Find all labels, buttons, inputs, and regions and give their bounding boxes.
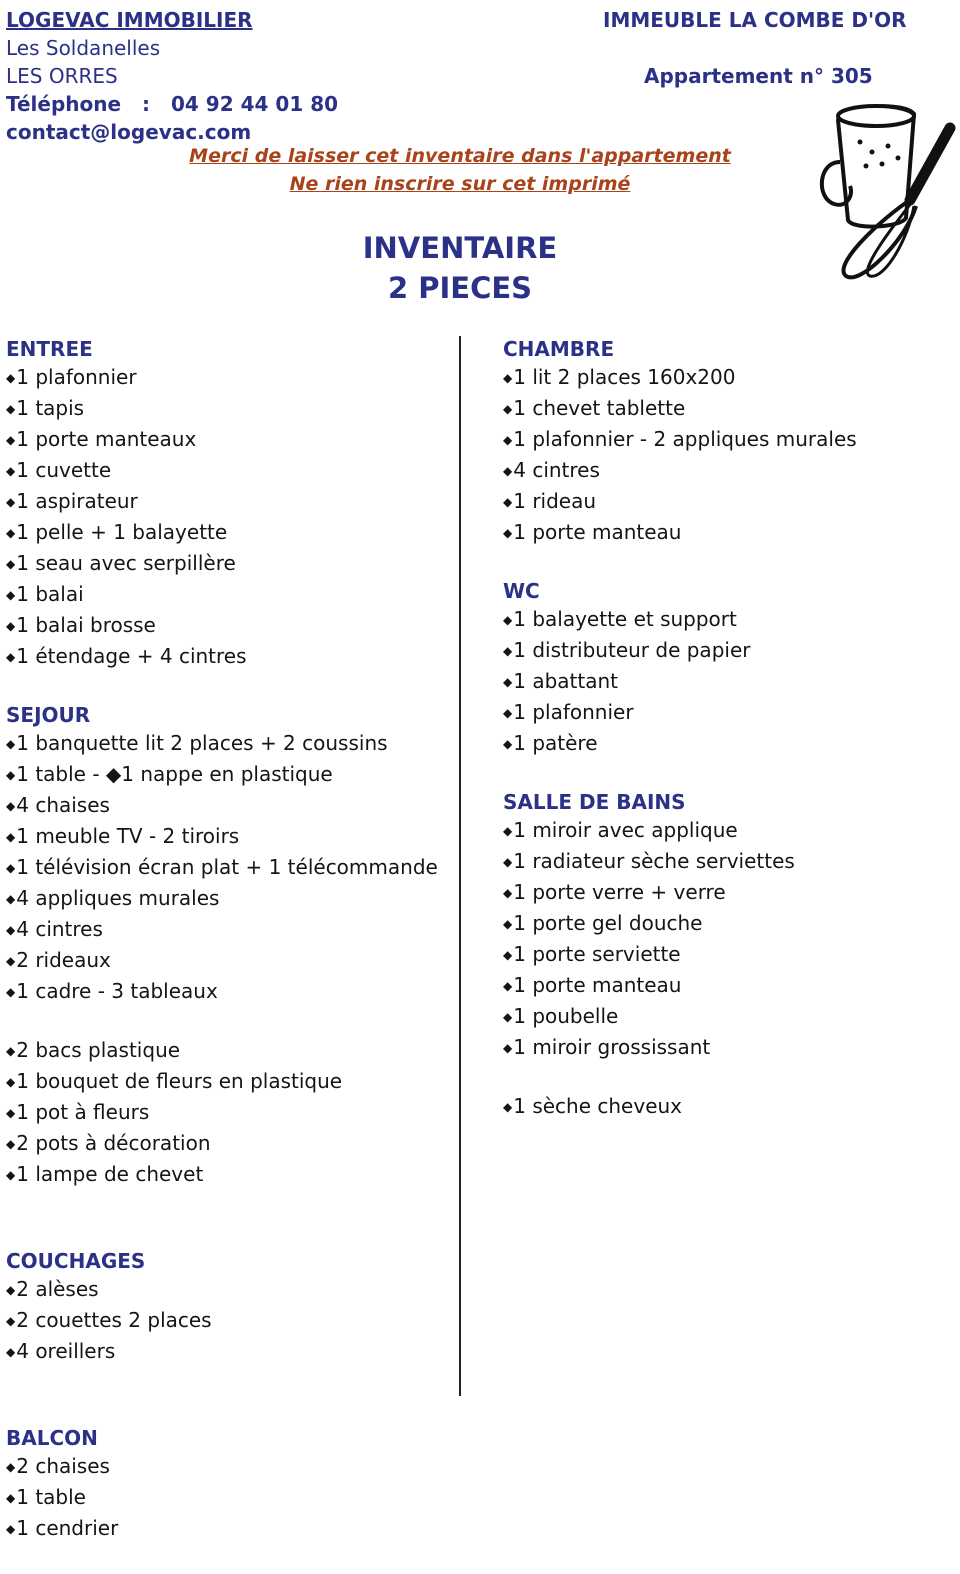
inventory-item-label: 1 abattant xyxy=(513,669,618,693)
inventory-item-label: 1 meuble TV - 2 tiroirs xyxy=(16,824,240,848)
bullet-icon: ◆ xyxy=(6,619,16,633)
list-entree xyxy=(6,363,456,673)
inventory-item-label: 1 lampe de chevet xyxy=(16,1162,204,1186)
list-salle-de-bains xyxy=(503,816,953,1064)
bullet-icon: ◆ xyxy=(6,526,16,540)
inventory-item xyxy=(6,1098,456,1129)
inventory-item xyxy=(6,487,456,518)
inventory-item xyxy=(6,549,456,580)
bullet-icon: ◆ xyxy=(6,799,16,813)
list-sejour-extra xyxy=(6,1036,456,1191)
inventory-item xyxy=(503,487,953,518)
inventory-item xyxy=(6,1036,456,1067)
inventory-item xyxy=(6,884,456,915)
inventory-item xyxy=(503,394,953,425)
bullet-icon: ◆ xyxy=(6,650,16,664)
inventory-item-label: 1 porte gel douche xyxy=(513,911,703,935)
inventory-item xyxy=(6,853,456,884)
list-sejour xyxy=(6,729,456,1008)
inventory-item-label: 1 rideau xyxy=(513,489,597,513)
inventory-item xyxy=(503,1092,953,1123)
bullet-icon: ◆ xyxy=(6,1137,16,1151)
inventory-item-label: 1 porte verre + verre xyxy=(513,880,726,904)
bullet-icon: ◆ xyxy=(6,737,16,751)
bullet-icon: ◆ xyxy=(503,855,513,869)
title-pieces: 2 PIECES xyxy=(387,271,533,305)
inventory-item xyxy=(503,667,953,698)
inventory-item xyxy=(503,847,953,878)
inventory-item xyxy=(6,791,456,822)
inventory-item xyxy=(6,1483,456,1514)
section-title-salle-de-bains: SALLE DE BAINS xyxy=(503,790,686,814)
inventory-item xyxy=(6,394,456,425)
inventory-item xyxy=(503,971,953,1002)
inventory-item xyxy=(6,425,456,456)
inventory-item xyxy=(6,729,456,760)
inventory-item xyxy=(503,729,953,760)
bullet-icon: ◆ xyxy=(503,433,513,447)
inventory-item xyxy=(6,1160,456,1191)
apartment-number: Appartement n° 305 xyxy=(644,64,873,88)
section-wc xyxy=(503,577,953,760)
inventory-item-label: 1 aspirateur xyxy=(16,489,138,513)
bullet-icon: ◆ xyxy=(6,557,16,571)
inventory-item-label: 2 pots à décoration xyxy=(16,1131,211,1155)
inventory-item-label: 1 distributeur de papier xyxy=(513,638,751,662)
inventory-item-label: 1 bouquet de fleurs en plastique xyxy=(16,1069,343,1093)
bullet-icon: ◆ xyxy=(6,1345,16,1359)
inventory-item-label: 1 miroir avec applique xyxy=(513,818,738,842)
bullet-icon: ◆ xyxy=(6,923,16,937)
building-name: IMMEUBLE LA COMBE D'OR xyxy=(603,8,907,32)
inventory-item-label: 1 porte manteaux xyxy=(16,427,197,451)
list-salle-de-bains-extra xyxy=(503,1092,953,1123)
phone-line xyxy=(6,90,338,118)
phone-number: 04 92 44 01 80 xyxy=(171,92,339,116)
inventory-item xyxy=(6,760,456,791)
inventory-item xyxy=(6,456,456,487)
bullet-icon: ◆ xyxy=(503,737,513,751)
inventory-item xyxy=(6,518,456,549)
inventory-item-label: 1 poubelle xyxy=(513,1004,619,1028)
bullet-icon: ◆ xyxy=(6,1044,16,1058)
inventory-item-label: 1 pelle + 1 balayette xyxy=(16,520,228,544)
bullet-icon: ◆ xyxy=(503,644,513,658)
section-salle-de-bains xyxy=(503,788,953,1123)
bullet-icon: ◆ xyxy=(503,371,513,385)
inventory-item xyxy=(503,605,953,636)
bullet-icon: ◆ xyxy=(6,433,16,447)
list-balcon xyxy=(6,1452,456,1545)
inventory-item-label: 4 cintres xyxy=(16,917,103,941)
company-name: LOGEVAC IMMOBILIER xyxy=(6,8,253,32)
inventory-item-label: 1 banquette lit 2 places + 2 coussins xyxy=(16,731,388,755)
bullet-icon: ◆ xyxy=(503,824,513,838)
bullet-icon: ◆ xyxy=(6,1106,16,1120)
bullet-icon: ◆ xyxy=(6,1491,16,1505)
address-line-2: LES ORRES xyxy=(6,64,118,88)
inventory-item-label: 2 bacs plastique xyxy=(16,1038,181,1062)
inventory-item xyxy=(503,909,953,940)
inventory-item xyxy=(503,816,953,847)
section-couchages xyxy=(6,1247,456,1368)
bullet-icon: ◆ xyxy=(503,613,513,627)
section-balcon xyxy=(6,1424,456,1545)
phone-label: Téléphone xyxy=(6,92,122,116)
bullet-icon: ◆ xyxy=(6,985,16,999)
inventory-item-label: 1 sèche cheveux xyxy=(513,1094,683,1118)
bullet-icon: ◆ xyxy=(503,675,513,689)
section-title-couchages: COUCHAGES xyxy=(6,1249,146,1273)
inventory-item xyxy=(6,363,456,394)
inventory-item xyxy=(503,363,953,394)
inventory-item xyxy=(6,611,456,642)
inventory-item xyxy=(6,1129,456,1160)
inventory-item xyxy=(6,1514,456,1545)
inventory-item-label: 1 lit 2 places 160x200 xyxy=(513,365,736,389)
inventory-item-label: 1 seau avec serpillère xyxy=(16,551,236,575)
inventory-item-label: 1 table - ◆1 nappe en plastique xyxy=(16,762,333,786)
inventory-item-label: 1 pot à fleurs xyxy=(16,1100,150,1124)
inventory-item-label: 1 table xyxy=(16,1485,86,1509)
inventory-item-label: 4 appliques murales xyxy=(16,886,220,910)
inventory-item-label: 1 porte manteau xyxy=(513,973,682,997)
inventory-item xyxy=(6,1306,456,1337)
bullet-icon: ◆ xyxy=(503,464,513,478)
inventory-item-label: 1 étendage + 4 cintres xyxy=(16,644,247,668)
inventory-item xyxy=(6,580,456,611)
bullet-icon: ◆ xyxy=(6,1283,16,1297)
inventory-item-label: 1 miroir grossissant xyxy=(513,1035,711,1059)
inventory-item xyxy=(6,642,456,673)
bullet-icon: ◆ xyxy=(6,830,16,844)
inventory-item xyxy=(6,1275,456,1306)
section-title-wc: WC xyxy=(503,579,540,603)
bullet-icon: ◆ xyxy=(6,1460,16,1474)
bullet-icon: ◆ xyxy=(503,526,513,540)
bullet-icon: ◆ xyxy=(6,768,16,782)
inventory-item-label: 1 porte manteau xyxy=(513,520,682,544)
bullet-icon: ◆ xyxy=(503,979,513,993)
inventory-item xyxy=(6,977,456,1008)
inventory-item-label: 1 plafonnier xyxy=(513,700,634,724)
inventory-item-label: 1 plafonnier xyxy=(16,365,137,389)
email: contact@logevac.com xyxy=(6,120,252,144)
section-chambre xyxy=(503,335,953,549)
inventory-item xyxy=(503,636,953,667)
inventory-item-label: 2 couettes 2 places xyxy=(16,1308,212,1332)
bullet-icon: ◆ xyxy=(503,1100,513,1114)
inventory-item-label: 1 chevet tablette xyxy=(513,396,686,420)
bullet-icon: ◆ xyxy=(6,954,16,968)
bullet-icon: ◆ xyxy=(6,1168,16,1182)
inventory-item-label: 4 cintres xyxy=(513,458,600,482)
section-sejour xyxy=(6,701,456,1191)
bullet-icon: ◆ xyxy=(503,1041,513,1055)
left-column xyxy=(6,335,456,1573)
inventory-item xyxy=(503,425,953,456)
inventory-item xyxy=(6,1337,456,1368)
inventory-item xyxy=(503,1002,953,1033)
inventory-item-label: 1 cuvette xyxy=(16,458,112,482)
inventory-item xyxy=(503,456,953,487)
title-inventaire: INVENTAIRE xyxy=(362,231,558,265)
inventory-item xyxy=(6,1452,456,1483)
phone-separator: : xyxy=(142,92,151,116)
inventory-item-label: 4 chaises xyxy=(16,793,110,817)
section-title-chambre: CHAMBRE xyxy=(503,337,615,361)
inventory-item-label: 1 plafonnier - 2 appliques murales xyxy=(513,427,857,451)
inventory-item-label: 1 cendrier xyxy=(16,1516,119,1540)
inventory-item-label: 1 balayette et support xyxy=(513,607,737,631)
inventory-item xyxy=(503,698,953,729)
inventory-item xyxy=(503,518,953,549)
inventory-item-label: 4 oreillers xyxy=(16,1339,116,1363)
bullet-icon: ◆ xyxy=(6,588,16,602)
section-title-balcon: BALCON xyxy=(6,1426,98,1450)
inventory-item-label: 2 chaises xyxy=(16,1454,110,1478)
bullet-icon: ◆ xyxy=(503,886,513,900)
bullet-icon: ◆ xyxy=(6,892,16,906)
inventory-item-label: 2 alèses xyxy=(16,1277,99,1301)
address-line-1: Les Soldanelles xyxy=(6,36,161,60)
inventory-item-label: 1 radiateur sèche serviettes xyxy=(513,849,795,873)
bullet-icon: ◆ xyxy=(6,861,16,875)
inventory-item-label: 2 rideaux xyxy=(16,948,111,972)
whisk-and-bowl-icon xyxy=(810,100,960,285)
inventory-item-label: 1 balai xyxy=(16,582,84,606)
bullet-icon: ◆ xyxy=(6,464,16,478)
inventory-item xyxy=(6,915,456,946)
bullet-icon: ◆ xyxy=(6,1522,16,1536)
bullet-icon: ◆ xyxy=(503,402,513,416)
inventory-item-label: 1 porte serviette xyxy=(513,942,681,966)
inventory-item xyxy=(6,822,456,853)
bullet-icon: ◆ xyxy=(6,402,16,416)
list-couchages xyxy=(6,1275,456,1368)
list-wc xyxy=(503,605,953,760)
inventory-item-label: 1 balai brosse xyxy=(16,613,156,637)
list-chambre xyxy=(503,363,953,549)
bullet-icon: ◆ xyxy=(6,1075,16,1089)
section-entree xyxy=(6,335,456,673)
bullet-icon: ◆ xyxy=(503,1010,513,1024)
right-column xyxy=(503,335,953,1151)
bullet-icon: ◆ xyxy=(503,917,513,931)
inventory-item xyxy=(503,940,953,971)
section-title-sejour: SEJOUR xyxy=(6,703,91,727)
inventory-item xyxy=(503,1033,953,1064)
bullet-icon: ◆ xyxy=(6,371,16,385)
bullet-icon: ◆ xyxy=(6,495,16,509)
inventory-item xyxy=(503,878,953,909)
inventory-item-label: 1 tapis xyxy=(16,396,85,420)
bullet-icon: ◆ xyxy=(503,706,513,720)
column-divider xyxy=(459,336,461,1396)
notice-line-1: Merci de laisser cet inventaire dans l'appartement xyxy=(189,145,731,167)
bullet-icon: ◆ xyxy=(503,948,513,962)
bullet-icon: ◆ xyxy=(503,495,513,509)
inventory-item-label: 1 cadre - 3 tableaux xyxy=(16,979,218,1003)
inventory-item-label: 1 télévision écran plat + 1 télécommande xyxy=(16,855,438,879)
bullet-icon: ◆ xyxy=(6,1314,16,1328)
inventory-item xyxy=(6,1067,456,1098)
inventory-item-label: 1 patère xyxy=(513,731,598,755)
inventory-item xyxy=(6,946,456,977)
notice-line-2: Ne rien inscrire sur cet imprimé xyxy=(289,173,631,195)
section-title-entree: ENTREE xyxy=(6,337,93,361)
